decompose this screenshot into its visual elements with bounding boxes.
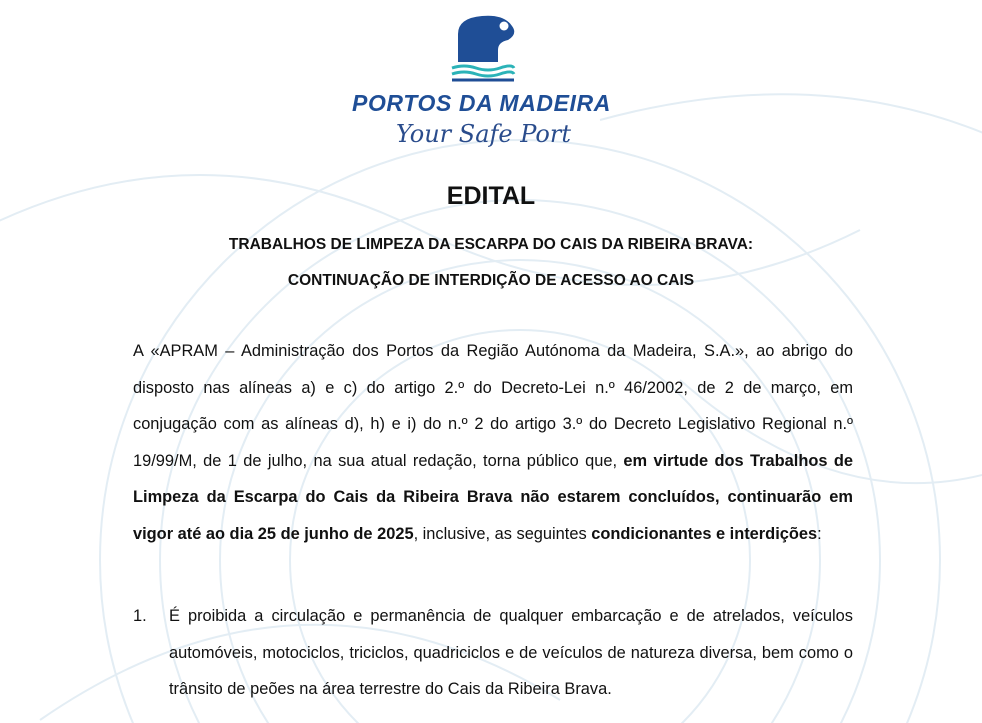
intro-paragraph (133, 333, 853, 552)
paragraph-text-3: : (817, 524, 822, 543)
document-subtitle-line-1: TRABALHOS DE LIMPEZA DA ESCARPA DO CAIS DA RIBEIRA BRAVA: (228, 236, 754, 253)
paragraph-text-1: A «APRAM – Administração dos Portos da Região Autónoma da Madeira, S.A.», ao abrigo do disposto nas alíneas a) e c) do artigo 2.º do Decreto-Lei n.º 46/2002, de 2 de março, em conjugação com as alíneas d), h) e i) do n.º 2 do artigo 3.º do Decreto Legislativo Regional n.º 19/99/M, de 1 de julho, na sua atual redação, torna público que, (133, 342, 853, 470)
paragraph-text-2: , inclusive, as seguintes (413, 524, 592, 543)
document-title: EDITAL (446, 182, 536, 210)
paragraph-bold-2: condicionantes e interdições (591, 524, 818, 543)
logo-name: PORTOS DA MADEIRA (352, 90, 611, 116)
portos-da-madeira-logo (350, 12, 630, 162)
paragraph-bold-1: em virtude dos Trabalhos de Limpeza da Escarpa do Cais da Ribeira Brava não estarem concluídos, continuarão em vigor até ao dia 25 de junho de 2025 (133, 451, 853, 543)
list-item-number: 1. (133, 607, 147, 625)
logo-tagline: Your Safe Port (396, 120, 571, 148)
list-item-text: É proibida a circulação e permanência de qualquer embarcação e de atrelados, veículos automóveis, motociclos, triciclos, quadriciclos e de veículos de natureza diversa, bem como o trânsito de peões na área terrestre do Cais da Ribeira Brava. (169, 607, 853, 698)
document-subtitle-line-2: CONTINUAÇÃO DE INTERDIÇÃO DE ACESSO AO CAIS (287, 272, 695, 289)
bollard-wave-icon (446, 12, 518, 82)
